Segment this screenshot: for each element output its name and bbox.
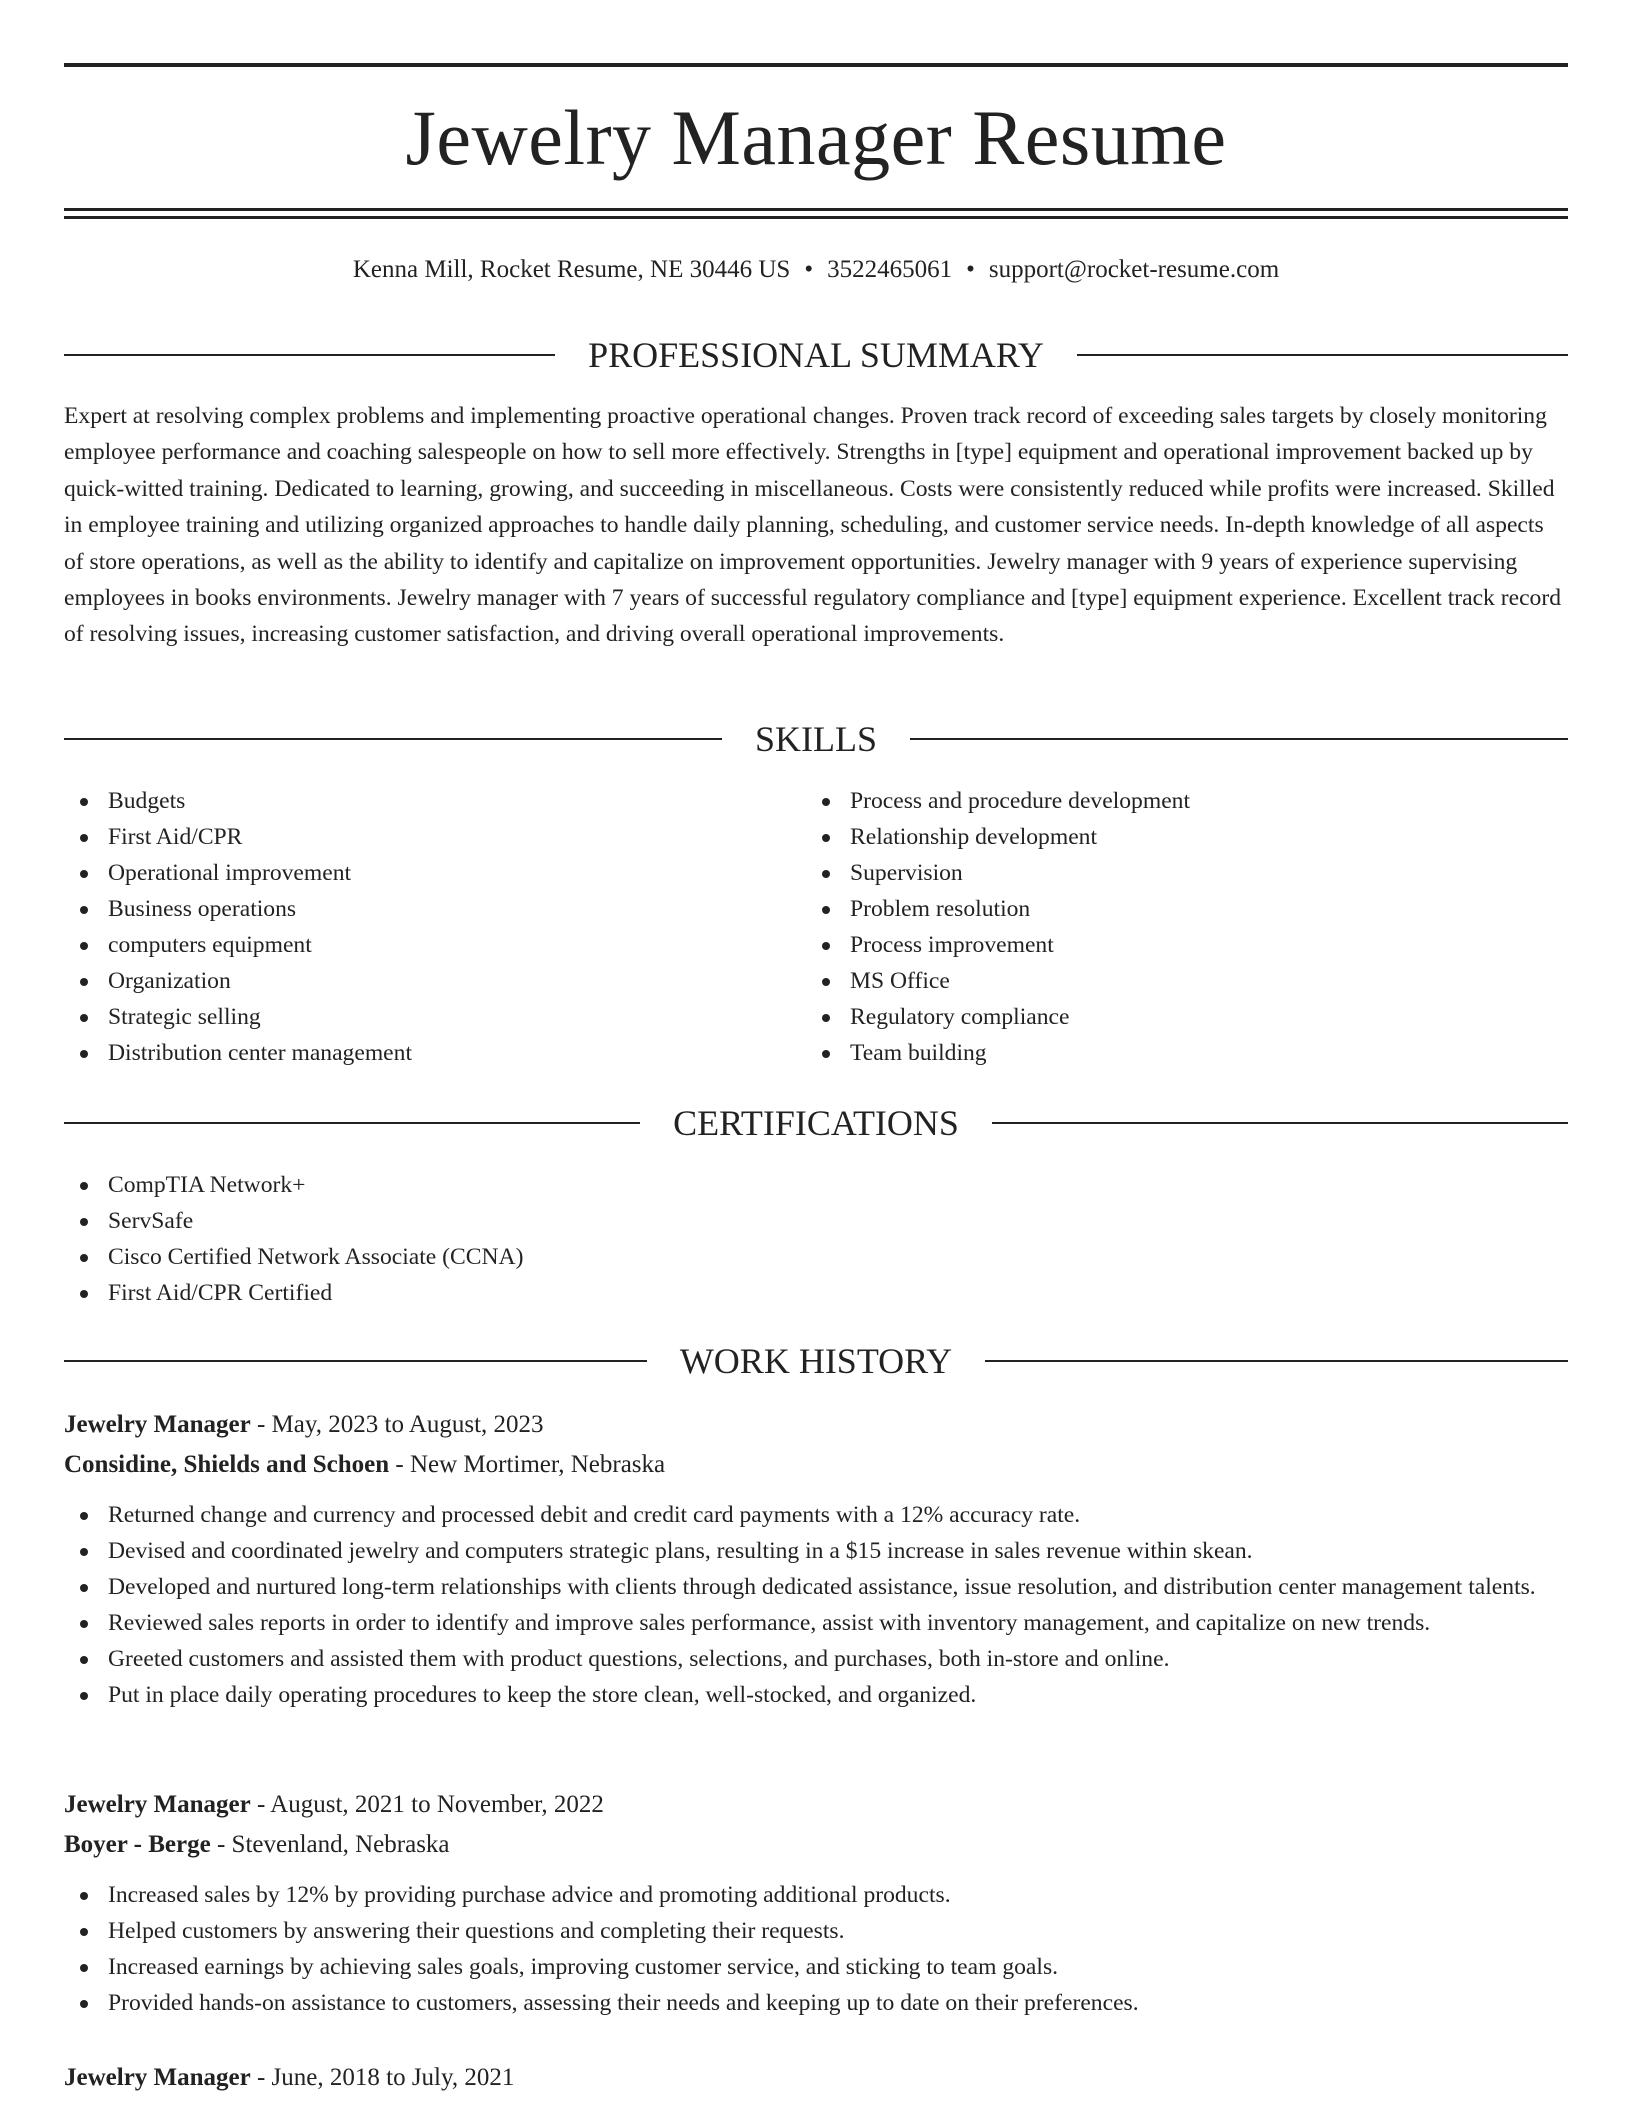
heading-rule [64, 354, 555, 356]
section-title: SKILLS [755, 719, 878, 759]
title-rule-upper [64, 208, 1568, 211]
skill-item: Regulatory compliance [806, 999, 1546, 1035]
job-company-line [64, 1825, 1568, 1865]
skill-item: Supervision [806, 855, 1546, 891]
job-dates: - June, 2018 to July, 2021 [250, 2064, 515, 2091]
job-entry [64, 2058, 1568, 2098]
heading-rule [64, 1360, 647, 1362]
job-bullet: Returned change and currency and processed debit and credit card payments with a 12% accuracy rate. [64, 1497, 1568, 1533]
title-rule-lower [64, 216, 1568, 219]
job-bullets [64, 1877, 1568, 2021]
heading-rule [992, 1122, 1568, 1124]
contact-line [64, 252, 1568, 288]
skills-list-left [64, 783, 784, 1071]
job-location: - Stevenland, Nebraska [210, 1831, 450, 1858]
job-bullet: Helped customers by answering their questions and completing their requests. [64, 1913, 1568, 1949]
skill-item: Team building [806, 1035, 1546, 1071]
job-bullet: Devised and coordinated jewelry and computers strategic plans, resulting in a $15 increase in sales revenue within skean. [64, 1533, 1568, 1569]
section-title: WORK HISTORY [679, 1341, 953, 1381]
skill-item: computers equipment [64, 927, 784, 963]
certification-item: CompTIA Network+ [64, 1167, 523, 1203]
job-company: Considine, Shields and Schoen [64, 1451, 390, 1478]
skill-item: Strategic selling [64, 999, 784, 1035]
skill-item: Budgets [64, 783, 784, 819]
certification-item: Cisco Certified Network Associate (CCNA) [64, 1239, 523, 1275]
job-company-line [64, 1445, 1568, 1485]
heading-rule [64, 738, 722, 740]
heading-rule [1077, 354, 1568, 356]
section-title: PROFESSIONAL SUMMARY [588, 335, 1044, 375]
job-bullet: Developed and nurtured long-term relationships with clients through dedicated assistance, issue resolution, and distribution center management talents. [64, 1569, 1568, 1605]
job-title: Jewelry Manager [64, 1411, 251, 1438]
contact-separator: • [804, 256, 814, 283]
job-bullets [64, 1497, 1568, 1713]
top-rule [64, 63, 1568, 67]
heading-rule [985, 1360, 1568, 1362]
job-company: Boyer - Berge [64, 1831, 211, 1858]
certifications-list [64, 1167, 523, 1311]
heading-rule [64, 1122, 640, 1124]
job-bullet: Increased sales by 12% by providing purchase advice and promoting additional products. [64, 1877, 1568, 1913]
skill-item: Process and procedure development [806, 783, 1546, 819]
certification-item: ServSafe [64, 1203, 523, 1239]
skill-item: Relationship development [806, 819, 1546, 855]
job-entry [64, 1785, 1568, 2021]
skill-item: First Aid/CPR [64, 819, 784, 855]
skill-item: Operational improvement [64, 855, 784, 891]
section-heading-skills [64, 717, 1568, 761]
skill-item: MS Office [806, 963, 1546, 999]
job-location: - New Mortimer, Nebraska [389, 1451, 666, 1478]
job-title: Jewelry Manager [64, 1791, 251, 1818]
resume-title: Jewelry Manager Resume [405, 94, 1227, 181]
job-title: Jewelry Manager [64, 2064, 251, 2091]
job-title-line [64, 1785, 1568, 1825]
job-dates: - August, 2021 to November, 2022 [250, 1791, 604, 1818]
section-title: CERTIFICATIONS [673, 1103, 959, 1143]
skills-list-right [806, 783, 1546, 1071]
skill-item: Organization [64, 963, 784, 999]
skill-item: Problem resolution [806, 891, 1546, 927]
job-entry [64, 1405, 1568, 1713]
certification-item: First Aid/CPR Certified [64, 1275, 523, 1311]
job-bullet: Provided hands-on assistance to customers, assessing their needs and keeping up to date on their preferences. [64, 1985, 1568, 2021]
section-heading-certifications [64, 1101, 1568, 1145]
job-bullet: Put in place daily operating procedures to keep the store clean, well-stocked, and organized. [64, 1677, 1568, 1713]
summary-paragraph: Expert at resolving complex problems and implementing proactive operational changes. Proven track record of exceeding sales targets by closely monitoring employee performance and coaching salespeople on how to sell more effectively. Strengths in [type] equipment and operational improvement backed up by quick-witted training. Dedicated to learning, growing, and succeeding in miscellaneous. Costs were consistently reduced while profits were increased. Skilled in employee training and utilizing organized approaches to handle daily planning, scheduling, and customer service needs. In-depth knowledge of all aspects of store operations, as well as the ability to identify and capitalize on improvement opportunities. Jewelry manager with 9 years of experience supervising employees in books environments. Jewelry manager with 7 years of successful regulatory compliance and [type] equipment experience. Excellent track record of resolving issues, increasing customer satisfaction, and driving overall operational improvements. [64, 403, 1561, 648]
job-bullet: Reviewed sales reports in order to identify and improve sales performance, assist with inventory management, and capitalize on new trends. [64, 1605, 1568, 1641]
contact-phone: 3522465061 [827, 256, 953, 283]
contact-address: Kenna Mill, Rocket Resume, NE 30446 US [352, 256, 791, 283]
job-bullet: Greeted customers and assisted them with product questions, selections, and purchases, both in-store and online. [64, 1641, 1568, 1677]
job-bullet: Increased earnings by achieving sales goals, improving customer service, and sticking to team goals. [64, 1949, 1568, 1985]
job-title-line [64, 1405, 1568, 1445]
skill-item: Business operations [64, 891, 784, 927]
job-dates: - May, 2023 to August, 2023 [250, 1411, 544, 1438]
skill-item: Process improvement [806, 927, 1546, 963]
heading-rule [910, 738, 1568, 740]
contact-email: support@rocket-resume.com [988, 256, 1280, 283]
section-heading-work-history [64, 1339, 1568, 1383]
section-heading-summary [64, 333, 1568, 377]
contact-separator: • [966, 256, 975, 283]
skill-item: Distribution center management [64, 1035, 784, 1071]
job-title-line [64, 2058, 1568, 2098]
